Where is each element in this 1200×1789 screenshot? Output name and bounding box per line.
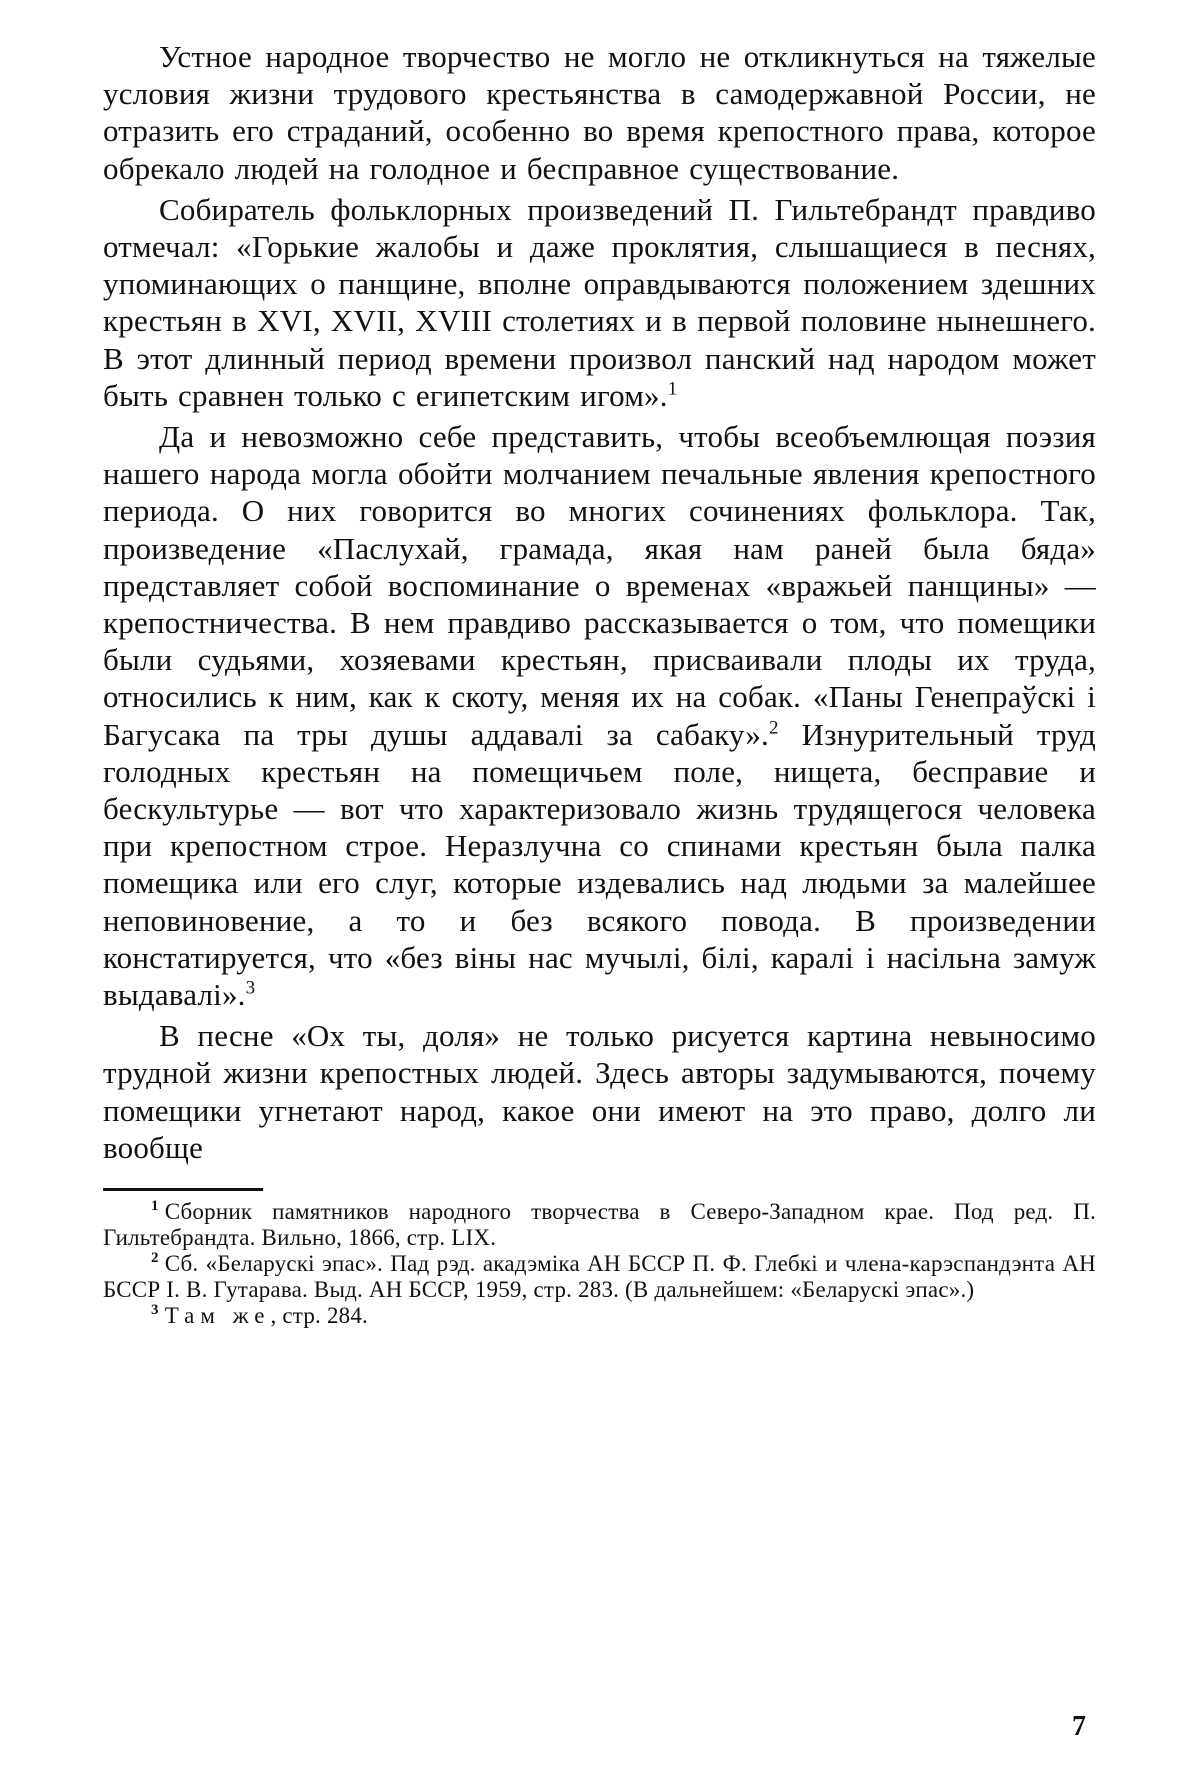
paragraph-2: [103, 191, 1096, 414]
footnote-divider: [103, 1188, 263, 1191]
paragraph-1-text: Устное народное творчество не могло не откликнуться на тяжелые условия жизни трудового крестьянства в самодержавной России, не отразить его страданий, особенно во время крепостного права, которое обрекало людей на голодное и бесправное существование.: [103, 39, 1096, 186]
page-number: 7: [1072, 1711, 1086, 1742]
book-page: [103, 38, 1096, 1758]
footnote-3-text: , стр. 284.: [270, 1303, 368, 1329]
footnote-1-text: Сборник памятников народного творчества в Северо-Западном крае. Под ред. П. Гильтебрандта. Вильно, 1866, стр. LIX.: [103, 1199, 1096, 1251]
footnote-3-spaced-text: Там же: [164, 1303, 271, 1329]
footnote-3: [103, 1303, 1096, 1329]
footnote-ref-2: 2: [769, 717, 779, 739]
paragraph-3: [103, 418, 1096, 1013]
paragraph-1: [103, 38, 1096, 187]
footnote-1: [103, 1199, 1096, 1251]
footnote-ref-3: 3: [245, 977, 256, 999]
footnotes: [103, 1199, 1096, 1329]
footnote-2: [103, 1251, 1096, 1303]
footnote-2-mark: 2: [151, 1250, 159, 1267]
paragraph-4-text: В песне «Ох ты, доля» не только рисуется картина невыносимо трудной жизни крепостных людей. Здесь авторы задумываются, почему помещики угнетают народ, какое они имеют на это право, долго ли вообще: [103, 1018, 1096, 1165]
footnote-2-text: Сб. «Беларускі эпас». Пад рэд. акадэміка АН БССР П. Ф. Глебкі и члена-карэспандэнта АН БССР І. В. Гутарава. Выд. АН БССР, 1959, стр. 283. (В дальнейшем: «Беларускі эпас».): [103, 1251, 1096, 1303]
paragraph-3-text-continued: Изнурительный труд голодных крестьян на помещичьем поле, нищета, бесправие и бескультурье — вот что характеризовало жизнь трудящегося человека при крепостном строе. Неразлучна со спинами крестьян была палка помещика или его слуг, которые издевались над людьми за малейшее неповиновение, а то и без всякого повода. В произведении констатируется, что «без віны нас мучылі, білі, каралі і насільна замуж выдавалі».: [103, 716, 1097, 1013]
paragraph-4: [103, 1017, 1096, 1166]
paragraph-3-text: Да и невозможно себе представить, чтобы всеобъемлющая поэзия нашего народа могла обойти молчанием печальные явления крепостного периода. О них говорится во многих сочинениях фольклора. Так, произведение «Паслухай, грамада, якая нам раней была бяда» представляет собой воспоминание о временах «вражьей панщины» — крепостничества. В нем правдиво рассказывается о том, что помещики были судьями, хозяевами крестьян, присваивали плоды их труда, относились к ним, как к скоту, меняя их на собак. «Паны Генепраўскі і Багусака па тры душы аддавалі за сабаку».: [103, 419, 1096, 752]
paragraph-2-text: Собиратель фольклорных произведений П. Гильтебрандт правдиво отмечал: «Горькие жалобы и даже проклятия, слышащиеся в песнях, упоминающих о панщине, вполне оправдываются положением здешних крестьян в XVI, XVII, XVIII столетиях и в первой половине нынешнего. В этот длинный период времени произвол панский над народом может быть сравнен только с египетским игом».: [103, 191, 1096, 413]
main-text: [103, 38, 1096, 1166]
footnote-ref-1: 1: [667, 378, 678, 400]
footnote-1-mark: 1: [151, 1198, 159, 1215]
footnote-3-mark: 3: [151, 1302, 159, 1319]
